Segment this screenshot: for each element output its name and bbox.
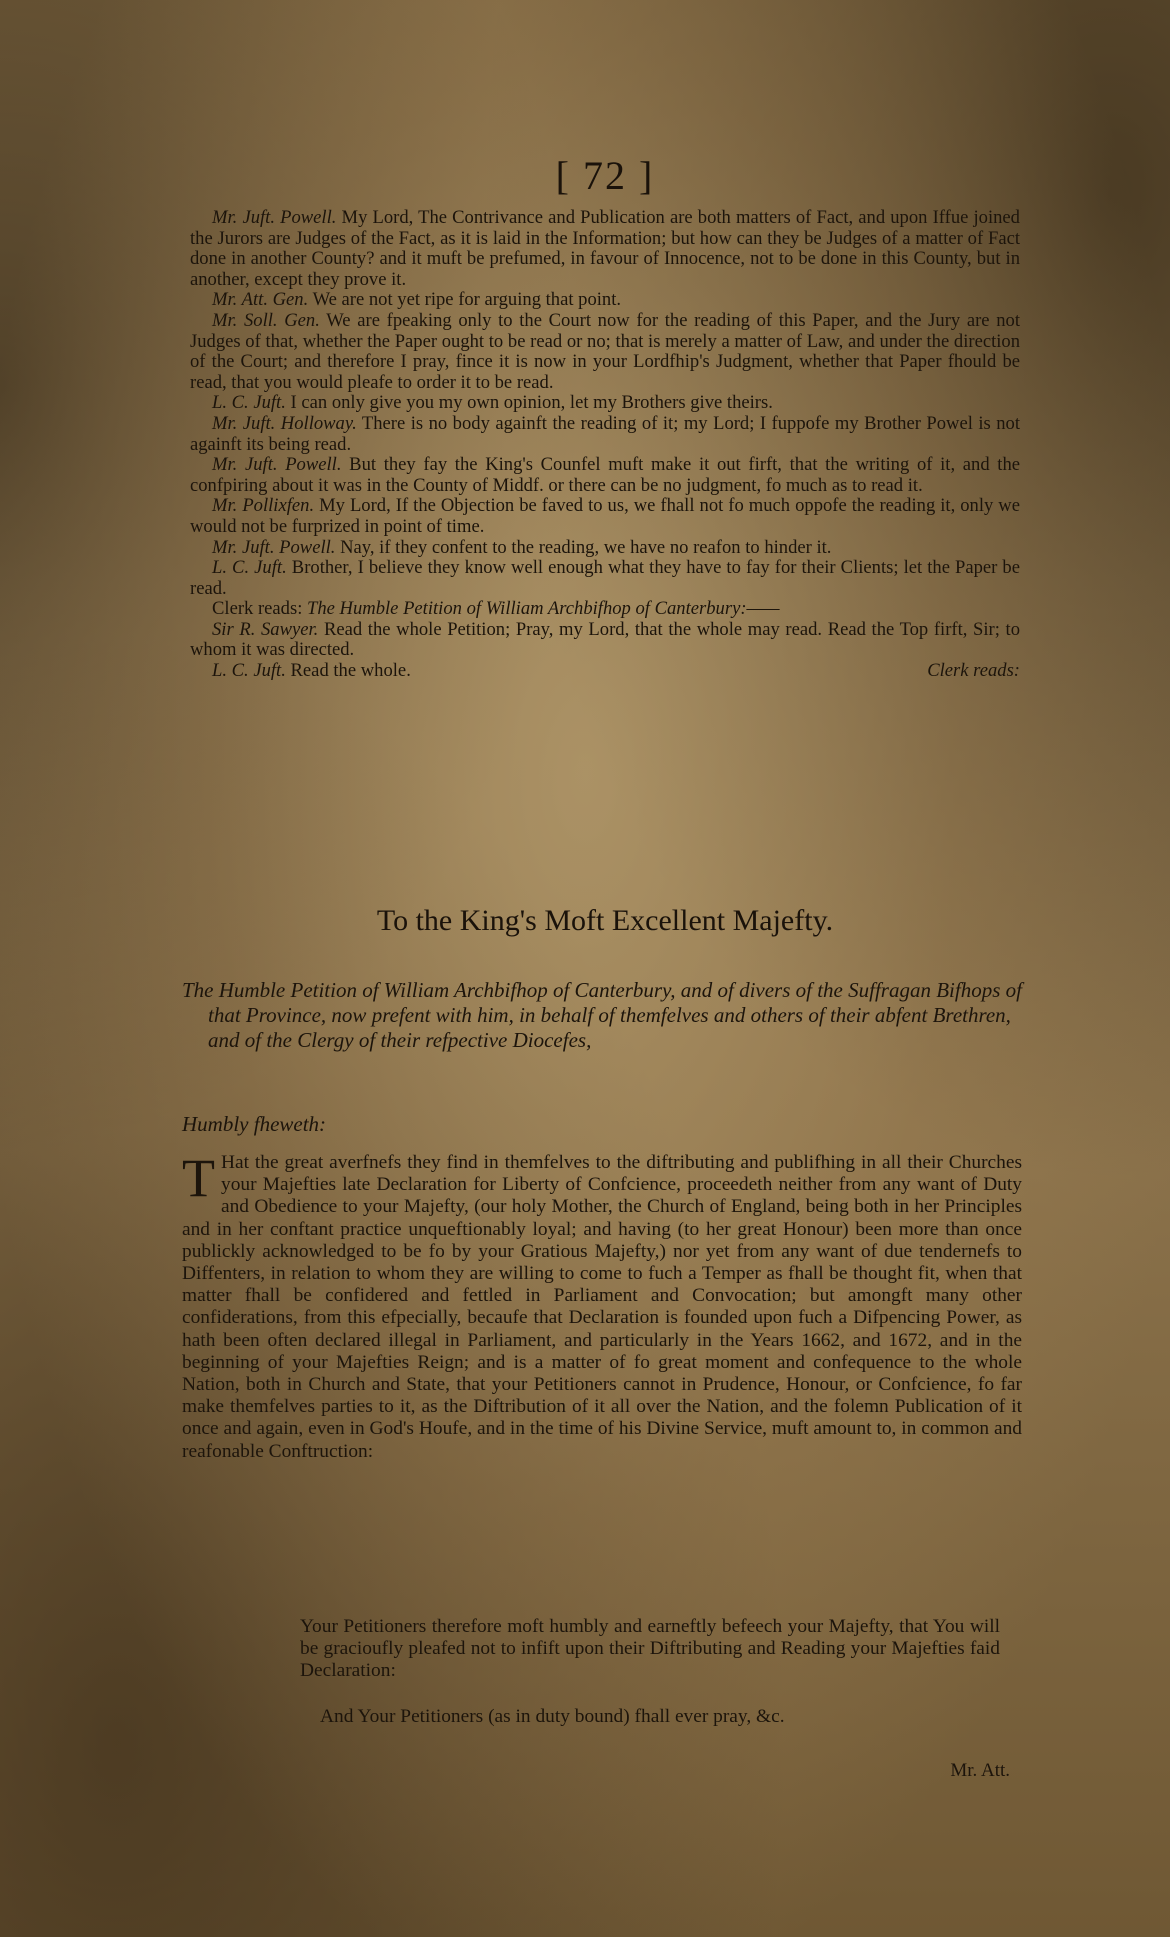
speech-text: There is no body againft the reading of it; my Lord; I fuppofe my Brother Powel is not againft its being read. [190, 412, 1020, 455]
speech-text: The Humble Petition of William Archbifhop of Canterbury:—— [307, 598, 780, 620]
petition-body [182, 1148, 1022, 1463]
speaker-label: Mr. Pollixfen. [212, 495, 315, 517]
drop-cap: T [182, 1148, 215, 1208]
dialogue-entry [190, 393, 1020, 414]
speech-text: We are not yet ripe for arguing that point. [312, 289, 622, 311]
dialogue-entry [190, 311, 1020, 393]
dialogue-entry [190, 661, 1020, 682]
speech-text: My Lord, If the Objection be faved to us, we fhall not fo much oppofe the reading it, only we would not be furprized in point of time. [190, 495, 1020, 537]
speaker-label: L. C. Juft. [212, 557, 287, 579]
trial-dialogue [190, 208, 1020, 682]
speaker-label: Mr. Juft. Powell. [212, 207, 337, 228]
speaker-label: Mr. Juft. Powell. [212, 454, 342, 476]
speech-text: Nay, if they confent to the reading, we have no reafon to hinder it. [340, 536, 832, 558]
speech-text: We are fpeaking only to the Court now for the reading of this Paper, and the Jury are not Judges of that, whether the Paper ought to be read or no; that is merely a matter of Law, and under the direction of the Court; and therefore I pray, fince it is now in your Lordfhip's Judgment, whether that Paper fhould be read, that you would pleafe to order it to be read. [190, 309, 1021, 393]
speech-text: Read the whole. [290, 660, 411, 682]
speaker-label: Mr. Juft. Holloway. [212, 412, 357, 434]
petition-title [182, 978, 1022, 1053]
catchword: Mr. Att. [950, 1760, 1010, 1781]
petition-body-text: Hat the great averfnefs they find in themfelves to the diftributing and publifhing in all their Churches your Majefties late Declaration for Liberty of Confcience, proceedeth neither from any want of Duty and Obedience to your Majefty, (our holy Mother, the Church of England, being both in her Principles and in her conftant practice unqueftionably loyal; and having (to her great Honour) been more than once publickly acknowledged to be fo by your Gratious Majefty,) nor yet from any want of due tendernefs to Diffenters, in relation to whom they are willing to come to fuch a Temper as fhall be thought fit, when that matter fhall be confidered and fettled in Parliament and Convocation; but amongft many other confiderations, from this efpecially, becaufe that Declaration is founded upon fuch a Difpencing Power, as hath been often declared illegal in Parliament, and particularly in the Years 1662, and 1672, and in the beginning of your Majefties Reign; and is a matter of fo great moment and confequence to the whole Nation, both in Church and State, that your Petitioners cannot in Prudence, Honour, or Confcience, fo far make themfelves parties to it, as the Diftribution of it all over the Nation, and the folemn Publication of it once and again, even in God's Houfe, and in the time of his Divine Service, muft amount to, in common and reafonable Conftruction: [182, 1152, 1022, 1462]
dialogue-entry [190, 599, 1020, 620]
dialogue-entry [190, 558, 1020, 599]
petition-heading: To the King's Moft Excellent Majefty. [376, 904, 834, 937]
dialogue-entry [190, 620, 1020, 661]
page-number: [ 72 ] [555, 160, 655, 198]
dialogue-entry [190, 414, 1020, 455]
petition-closing: And Your Petitioners (as in duty bound) fhall ever pray, &c. [320, 1706, 785, 1727]
speech-text: My Lord, The Contrivance and Publication are both matters of Fact, and upon Iffue joined the Jurors are Judges of the Fact, as it is laid in the Information; but how can they be Judges of a matter of Fact done in another County? and it muft be prefumed, in favour of Innocence, not to be done in this County, but in another, except they prove it. [190, 207, 1020, 290]
speech-text: But they fay the King's Counfel muft make it out firft, that the writing of it, and the confpiring about it was in the County of Middf. or there can be no judgment, fo much as to read it. [190, 454, 1021, 496]
petition-title-text: The Humble Petition of William Archbifhop of Canterbury, and of divers of the Suffragan Bifhops of that Province, now prefent with him, in behalf of themfelves and others of their abfent Brethren, and of the Clergy of their refpective Diocefes, [182, 978, 1022, 1052]
petition-prayer: Your Petitioners therefore moft humbly and earneftly befeech your Majefty, that You will be gracioufly pleafed not to infift upon their Diftributing and Reading your Majefties faid Declaration: [300, 1616, 1000, 1682]
dialogue-entry [190, 290, 1020, 311]
speech-text: Brother, I believe they know well enough what they have to fay for their Clients; let the Paper be read. [190, 557, 1020, 599]
speaker-label: L. C. Juft. [212, 392, 286, 414]
speaker-label: Sir R. Sawyer. [212, 618, 319, 640]
speech-text: I can only give you my own opinion, let my Brothers give theirs. [290, 392, 773, 414]
speaker-label: Mr. Att. Gen. [212, 289, 309, 311]
humbly-sheweth: Humbly fheweth: [182, 1112, 327, 1136]
dialogue-entry [190, 538, 1020, 559]
dialogue-entry [190, 208, 1020, 290]
dialogue-entry [190, 455, 1020, 496]
speaker-label: L. C. Juft. [212, 660, 286, 682]
speaker-label: Mr. Soll. Gen. [212, 309, 320, 331]
page-content [170, 160, 1040, 1820]
speech-text: Read the whole Petition; Pray, my Lord, that the whole may read. Read the Top firft, Sir; to whom it was directed. [190, 618, 1021, 661]
speaker-label: Clerk reads: [212, 598, 303, 620]
speaker-label: Mr. Juft. Powell. [212, 536, 336, 558]
dialogue-entry [190, 496, 1020, 537]
clerk-cue: Clerk reads: [927, 660, 1020, 682]
